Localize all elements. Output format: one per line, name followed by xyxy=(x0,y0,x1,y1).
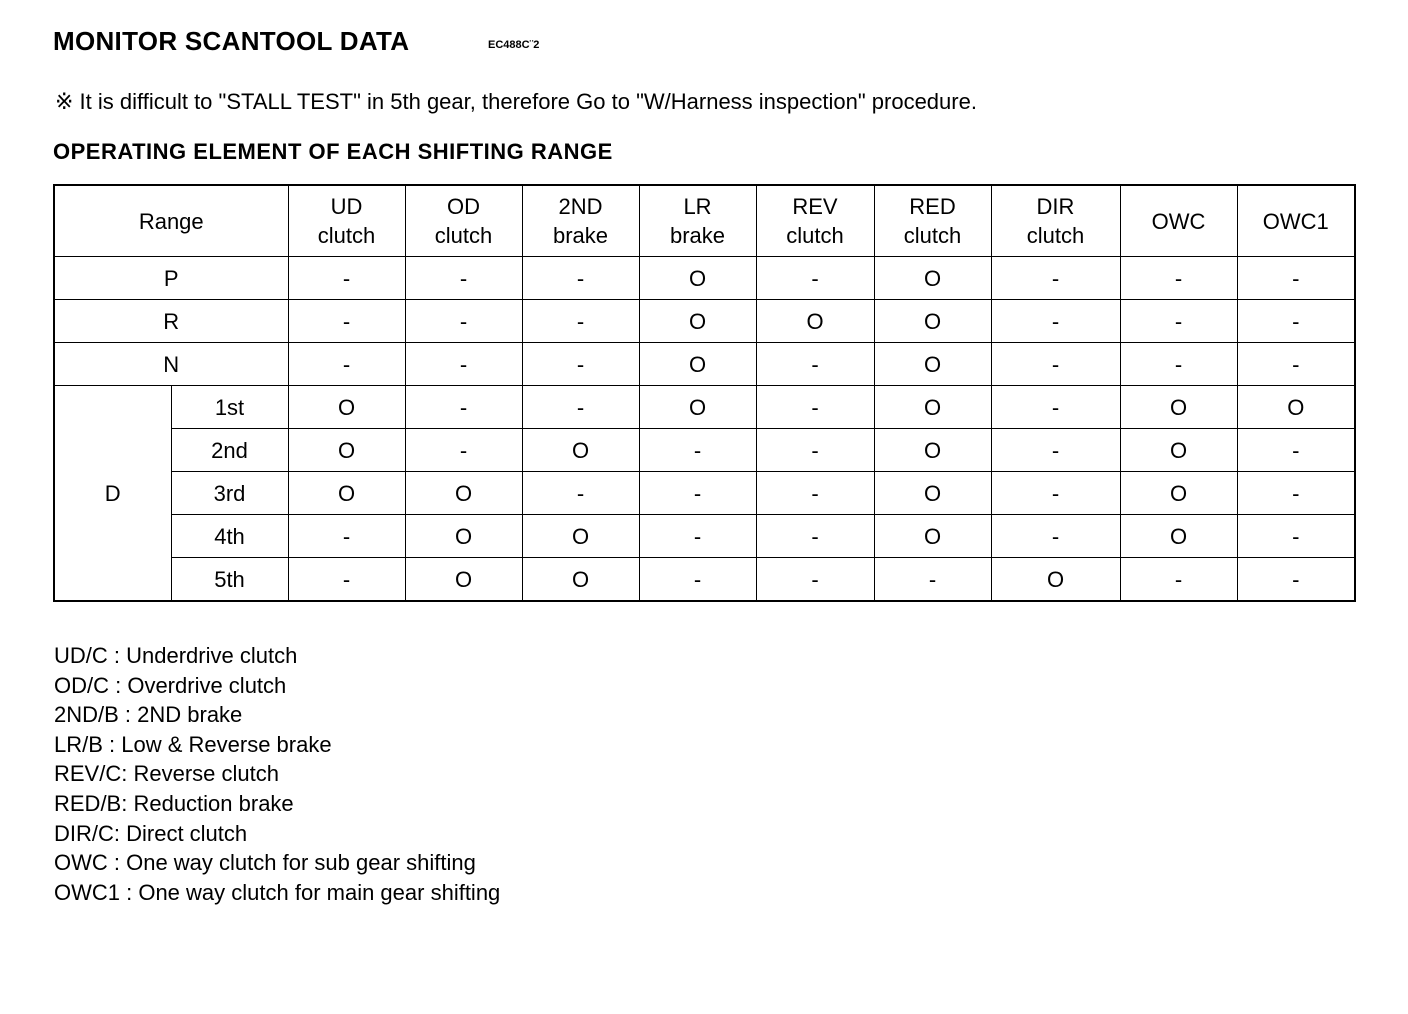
table-cell: - xyxy=(522,386,639,429)
table-cell: - xyxy=(522,300,639,343)
table-cell: O xyxy=(639,343,756,386)
table-cell: - xyxy=(1237,472,1355,515)
stall-test-note: ※ It is difficult to "STALL TEST" in 5th gear, therefore Go to "W/Harness inspection" procedure. xyxy=(55,89,977,114)
header-owc: OWC xyxy=(1120,185,1237,257)
section-title: OPERATING ELEMENT OF EACH SHIFTING RANGE xyxy=(53,139,613,164)
table-cell: - xyxy=(405,257,522,300)
header-range: Range xyxy=(54,185,288,257)
range-cell: P xyxy=(54,257,288,300)
table-cell: - xyxy=(991,515,1120,558)
table-cell: O xyxy=(522,515,639,558)
table-cell: O xyxy=(405,558,522,602)
table-cell: O xyxy=(1120,515,1237,558)
table-cell: O xyxy=(288,429,405,472)
legend-item: LR/B : Low & Reverse brake xyxy=(54,731,332,757)
table-cell: - xyxy=(991,343,1120,386)
table-cell: O xyxy=(522,558,639,602)
table-cell: O xyxy=(874,386,991,429)
table-cell: O xyxy=(288,472,405,515)
range-d-cell: D xyxy=(54,386,171,602)
table-cell: - xyxy=(405,429,522,472)
table-row xyxy=(54,472,1355,515)
header-2nd-brake: 2ND brake xyxy=(522,185,639,257)
table-row xyxy=(54,257,1355,300)
operating-element-table xyxy=(53,184,1356,602)
legend-item: UD/C : Underdrive clutch xyxy=(54,643,298,668)
legend-item: REV/C: Reverse clutch xyxy=(54,761,279,787)
header-od-clutch: OD clutch xyxy=(405,185,522,257)
table-cell: O xyxy=(405,472,522,515)
table-row xyxy=(54,558,1355,602)
table-cell: - xyxy=(1120,343,1237,386)
table-cell: - xyxy=(639,515,756,558)
legend-item: RED/B: Reduction brake xyxy=(54,790,294,816)
table-cell: - xyxy=(522,257,639,300)
header-rev-clutch: REV clutch xyxy=(756,185,874,257)
table-row xyxy=(54,429,1355,472)
header-dir-clutch: DIR clutch xyxy=(991,185,1120,257)
table-cell: - xyxy=(405,386,522,429)
table-cell: - xyxy=(639,472,756,515)
table-cell: O xyxy=(405,515,522,558)
table-cell: - xyxy=(288,300,405,343)
table-cell: - xyxy=(1120,300,1237,343)
table-cell: - xyxy=(991,472,1120,515)
table-cell: - xyxy=(288,257,405,300)
table-cell: - xyxy=(991,386,1120,429)
table-header-row xyxy=(54,185,1355,257)
table-cell: O xyxy=(522,429,639,472)
table-cell: - xyxy=(522,343,639,386)
table-cell: - xyxy=(756,343,874,386)
table-row xyxy=(54,343,1355,386)
page-title: MONITOR SCANTOOL DATA xyxy=(53,26,410,56)
table-row xyxy=(54,300,1355,343)
table-cell: O xyxy=(288,386,405,429)
table-cell: O xyxy=(1237,386,1355,429)
table-cell: - xyxy=(639,558,756,602)
table-cell: - xyxy=(1120,558,1237,602)
table-cell: - xyxy=(756,429,874,472)
legend-item: OD/C : Overdrive clutch xyxy=(54,672,287,698)
table-cell: - xyxy=(756,515,874,558)
table-cell: - xyxy=(756,257,874,300)
table-cell: O xyxy=(874,257,991,300)
table-cell: - xyxy=(288,558,405,602)
table-cell: O xyxy=(874,429,991,472)
table-cell: O xyxy=(991,558,1120,602)
gear-cell: 1st xyxy=(171,386,288,429)
table-cell: O xyxy=(874,515,991,558)
range-cell: R xyxy=(54,300,288,343)
table-cell: O xyxy=(874,472,991,515)
legend-item: 2ND/B : 2ND brake xyxy=(54,702,243,728)
table-cell: - xyxy=(1237,300,1355,343)
table-cell: O xyxy=(874,343,991,386)
table-cell: - xyxy=(288,515,405,558)
table-cell: - xyxy=(991,257,1120,300)
table-cell: - xyxy=(405,343,522,386)
table-cell: - xyxy=(1237,257,1355,300)
table-cell: - xyxy=(1237,558,1355,602)
legend-item: OWC1 : One way clutch for main gear shifting xyxy=(54,879,501,905)
table-cell: - xyxy=(991,300,1120,343)
gear-cell: 5th xyxy=(171,558,288,602)
table-cell: - xyxy=(522,472,639,515)
table-cell: O xyxy=(639,300,756,343)
legend-item: DIR/C: Direct clutch xyxy=(54,820,248,846)
header-ud-clutch: UD clutch xyxy=(288,185,405,257)
document-code: EC488C¨2 xyxy=(488,39,540,51)
gear-cell: 2nd xyxy=(171,429,288,472)
table-cell: - xyxy=(288,343,405,386)
table-cell: O xyxy=(756,300,874,343)
gear-cell: 3rd xyxy=(171,472,288,515)
header-owc1: OWC1 xyxy=(1237,185,1355,257)
header-lr-brake: LR brake xyxy=(639,185,756,257)
table-cell: - xyxy=(756,472,874,515)
table-cell: - xyxy=(991,429,1120,472)
table-cell: O xyxy=(1120,429,1237,472)
table-cell: - xyxy=(756,386,874,429)
table-row xyxy=(54,386,1355,429)
table-cell: - xyxy=(405,300,522,343)
range-cell: N xyxy=(54,343,288,386)
table-cell: - xyxy=(1120,257,1237,300)
table-cell: - xyxy=(1237,343,1355,386)
table-row xyxy=(54,515,1355,558)
table-cell: - xyxy=(874,558,991,602)
table-cell: - xyxy=(1237,429,1355,472)
table-cell: O xyxy=(874,300,991,343)
header-red-clutch: RED clutch xyxy=(874,185,991,257)
table-cell: O xyxy=(639,257,756,300)
table-cell: - xyxy=(756,558,874,602)
table-body xyxy=(54,257,1355,602)
table-cell: - xyxy=(639,429,756,472)
abbreviation-legend xyxy=(54,641,500,907)
table-cell: O xyxy=(1120,386,1237,429)
legend-item: OWC : One way clutch for sub gear shifting xyxy=(54,850,476,876)
table-cell: O xyxy=(1120,472,1237,515)
gear-cell: 4th xyxy=(171,515,288,558)
table-cell: O xyxy=(639,386,756,429)
table-cell: - xyxy=(1237,515,1355,558)
